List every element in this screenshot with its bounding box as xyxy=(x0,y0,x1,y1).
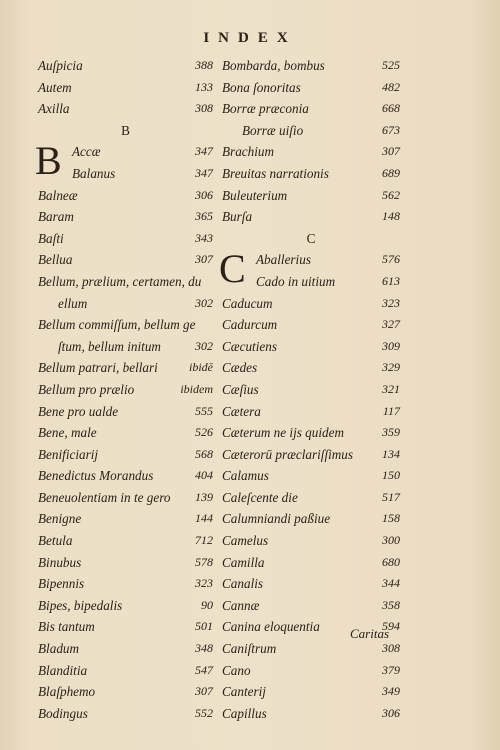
index-entry xyxy=(38,98,213,120)
index-entry xyxy=(38,314,213,336)
entry-page-number: 327 xyxy=(382,317,400,332)
entry-term: B xyxy=(121,122,130,138)
entry-page-number: 329 xyxy=(382,360,400,375)
index-entry xyxy=(38,249,213,271)
entry-page-number: 576 xyxy=(382,252,400,267)
entry-term: Bombarda, bombus xyxy=(222,58,325,73)
entry-term: Bellum patrari, bellari xyxy=(38,360,158,376)
index-entry xyxy=(38,530,213,552)
entry-page-number: 482 xyxy=(382,79,400,94)
left-column xyxy=(35,55,213,724)
entry-page-number: 547 xyxy=(195,662,213,677)
entry-term: Canterij xyxy=(222,684,266,700)
entry-term: Blaſphemo xyxy=(38,684,96,700)
index-entry xyxy=(38,120,213,142)
entry-page-number: 365 xyxy=(195,209,213,224)
entry-page-number: 139 xyxy=(195,489,213,504)
entry-page-number: 308 xyxy=(195,101,213,116)
entry-term: Baſti xyxy=(38,230,64,246)
entry-term: Cadurcum xyxy=(222,317,278,333)
entry-page-number: 555 xyxy=(195,403,213,418)
entry-page-number: 90 xyxy=(201,597,213,612)
entry-term: Cædes xyxy=(222,360,258,376)
index-entry xyxy=(222,444,400,466)
entry-page-number: 668 xyxy=(382,101,400,116)
entry-term: Borræ præconia xyxy=(222,101,309,117)
index-entry xyxy=(222,336,400,358)
entry-term: Baram xyxy=(38,209,74,225)
index-entry xyxy=(222,120,400,142)
entry-term: Beneuolentiam in te gero xyxy=(38,489,171,505)
entry-term: Camelus xyxy=(222,533,269,549)
entry-page-number: 347 xyxy=(195,165,213,180)
index-entry xyxy=(222,681,400,703)
entry-term: Buleuterium xyxy=(222,187,288,203)
entry-page-number: 321 xyxy=(382,381,400,396)
entry-term: Axilla xyxy=(38,101,70,117)
index-entry xyxy=(222,379,400,401)
entry-term: Binubus xyxy=(38,554,82,570)
index-entry xyxy=(38,379,213,401)
entry-term: Cæterum ne ijs quidem xyxy=(222,425,344,441)
entry-term: Bellum commiſſum, bellum ge xyxy=(38,317,196,333)
entry-page-number: ibidē xyxy=(189,360,213,375)
entry-page-number: 358 xyxy=(382,597,400,612)
entry-term: Breuitas narrationis xyxy=(222,165,329,181)
entry-term: Bellum pro prælio xyxy=(38,381,135,397)
entry-term: Bene pro ualde xyxy=(38,403,119,419)
entry-term: Accæ xyxy=(72,144,101,160)
entry-page-number: 501 xyxy=(195,619,213,634)
entry-page-number: 404 xyxy=(195,468,213,483)
index-entry xyxy=(222,141,400,163)
index-entry xyxy=(38,573,213,595)
entry-page-number: 343 xyxy=(195,230,213,245)
entry-page-number: 712 xyxy=(195,533,213,548)
entry-term: Cæcutiens xyxy=(222,338,277,354)
entry-term: Benigne xyxy=(38,511,82,527)
index-entry xyxy=(38,465,213,487)
entry-term: Calamus xyxy=(222,468,269,484)
right-column xyxy=(219,55,400,724)
index-entry xyxy=(38,595,213,617)
entry-term: Cano xyxy=(222,662,251,678)
entry-term: Caducum xyxy=(222,295,273,311)
entry-page-number: 379 xyxy=(382,662,400,677)
index-entry xyxy=(38,271,213,293)
index-entry xyxy=(38,401,213,423)
index-entry xyxy=(38,638,213,660)
entry-term: Benedictus Morandus xyxy=(38,468,154,484)
entry-term: Betula xyxy=(38,533,73,549)
index-entry xyxy=(38,616,213,638)
entry-page-number: 309 xyxy=(382,338,400,353)
entry-term: C xyxy=(306,230,316,246)
entry-term: Cæſius xyxy=(222,381,259,397)
entry-term: Auſpicia xyxy=(38,58,83,73)
entry-term: Cætera xyxy=(222,403,261,419)
entry-term: ellum xyxy=(58,295,88,311)
index-entry xyxy=(222,703,400,725)
drop-cap: C xyxy=(219,246,246,292)
entry-term: Calumniandi paßiue xyxy=(222,511,331,527)
index-entry xyxy=(222,293,400,315)
entry-term: Burſa xyxy=(222,209,253,225)
entry-page-number: 578 xyxy=(195,554,213,569)
index-entry xyxy=(38,703,213,725)
entry-page-number: 117 xyxy=(382,403,400,418)
entry-page-number: 594 xyxy=(382,619,400,634)
entry-term: Bipes, bipedalis xyxy=(38,597,123,613)
entry-term: Bona ſonoritas xyxy=(222,79,301,95)
index-entry xyxy=(222,77,400,99)
entry-page-number: 133 xyxy=(195,79,213,94)
index-entry xyxy=(222,314,400,336)
index-entry xyxy=(38,163,213,185)
entry-page-number: 323 xyxy=(382,295,400,310)
index-entry xyxy=(38,422,213,444)
entry-page-number: 568 xyxy=(195,446,213,461)
entry-page-number: 388 xyxy=(195,58,213,72)
index-entry xyxy=(222,357,400,379)
entry-page-number: 673 xyxy=(382,122,400,137)
index-entry xyxy=(222,465,400,487)
entry-term: Balneæ xyxy=(38,187,78,203)
entry-page-number: 525 xyxy=(382,58,400,72)
index-entry xyxy=(38,508,213,530)
entry-page-number: 308 xyxy=(382,641,400,656)
index-entry xyxy=(222,552,400,574)
index-entry xyxy=(222,573,400,595)
entry-term: Brachium xyxy=(222,144,275,160)
index-entry xyxy=(222,401,400,423)
entry-page-number: 307 xyxy=(195,252,213,267)
index-entry xyxy=(38,185,213,207)
entry-page-number: 158 xyxy=(382,511,400,526)
catchword: Caritas xyxy=(350,626,390,641)
entry-term: Capillus xyxy=(222,705,267,721)
entry-page-number: 347 xyxy=(195,144,213,159)
entry-page-number: 148 xyxy=(382,209,400,224)
entry-term: Blanditia xyxy=(38,662,88,678)
entry-page-number: 680 xyxy=(382,554,400,569)
entry-term: Caleſcente die xyxy=(222,489,298,505)
entry-term: Cæterorū præclariſſimus xyxy=(222,446,354,462)
index-entry xyxy=(222,271,400,293)
entry-term: Bipennis xyxy=(38,576,85,592)
entry-term: Canalis xyxy=(222,576,264,592)
entry-page-number: 562 xyxy=(382,187,400,202)
entry-page-number: 144 xyxy=(195,511,213,526)
index-entry xyxy=(38,206,213,228)
entry-term: Caniſtrum xyxy=(222,641,277,657)
index-entry xyxy=(222,660,400,682)
entry-page-number: 302 xyxy=(195,295,213,310)
entry-page-number: 300 xyxy=(382,533,400,548)
entry-page-number: 359 xyxy=(382,425,400,440)
entry-term: Autem xyxy=(38,79,72,95)
entry-page-number: 349 xyxy=(382,684,400,699)
entry-page-number: 526 xyxy=(195,425,213,440)
index-entry xyxy=(222,228,400,250)
entry-page-number: 613 xyxy=(382,273,400,288)
entry-term: Canina eloquentia xyxy=(222,619,320,635)
entry-term: ſtum, bellum initum xyxy=(58,338,161,354)
entry-page-number: 552 xyxy=(195,705,213,720)
entry-page-number: 302 xyxy=(195,338,213,353)
entry-term: Bis tantum xyxy=(38,619,95,635)
entry-term: Benificiarij xyxy=(38,446,99,462)
entry-term: Balanus xyxy=(72,165,116,181)
entry-term: Aballerius xyxy=(256,252,311,268)
entry-term: Bellum, prælium, certamen, du xyxy=(38,273,202,289)
index-entry xyxy=(38,487,213,509)
entry-page-number: 517 xyxy=(382,489,400,504)
entry-page-number: 307 xyxy=(195,684,213,699)
index-entry xyxy=(222,422,400,444)
entry-page-number: 150 xyxy=(382,468,400,483)
index-entry xyxy=(38,293,213,315)
entry-term: Borræ uiſio xyxy=(242,122,304,138)
entry-page-number: 134 xyxy=(382,446,400,461)
entry-page-number: ibidem xyxy=(180,381,213,396)
index-entry xyxy=(38,552,213,574)
entry-page-number: 348 xyxy=(195,641,213,656)
index-entry xyxy=(222,530,400,552)
entry-term: Bodingus xyxy=(38,705,88,721)
entry-page-number: 306 xyxy=(382,705,400,720)
index-entry xyxy=(38,444,213,466)
entry-term: Bellua xyxy=(38,252,73,268)
index-entry xyxy=(38,681,213,703)
entry-term: Bene, male xyxy=(38,425,97,441)
index-entry xyxy=(38,357,213,379)
entry-page-number: 323 xyxy=(195,576,213,591)
index-entry xyxy=(222,98,400,120)
index-entry xyxy=(38,55,213,77)
index-entry xyxy=(222,487,400,509)
entry-term: Cannæ xyxy=(222,597,260,613)
drop-cap: B xyxy=(35,138,62,184)
entry-page-number: 306 xyxy=(195,187,213,202)
entry-term: Cado in uitium xyxy=(256,273,336,289)
entry-page-number: 307 xyxy=(382,144,400,159)
index-entry xyxy=(222,163,400,185)
index-entry xyxy=(38,77,213,99)
index-entry xyxy=(38,336,213,358)
index-entry xyxy=(222,206,400,228)
index-entry xyxy=(222,595,400,617)
index-entry xyxy=(222,185,400,207)
page-header: INDEX xyxy=(203,30,297,46)
entry-page-number: 689 xyxy=(382,165,400,180)
entry-term: Camilla xyxy=(222,554,265,570)
index-entry xyxy=(38,228,213,250)
index-entry xyxy=(222,55,400,77)
index-entry xyxy=(222,508,400,530)
entry-term: Bladum xyxy=(38,641,80,657)
entry-page-number: 344 xyxy=(382,576,400,591)
index-entry xyxy=(38,660,213,682)
